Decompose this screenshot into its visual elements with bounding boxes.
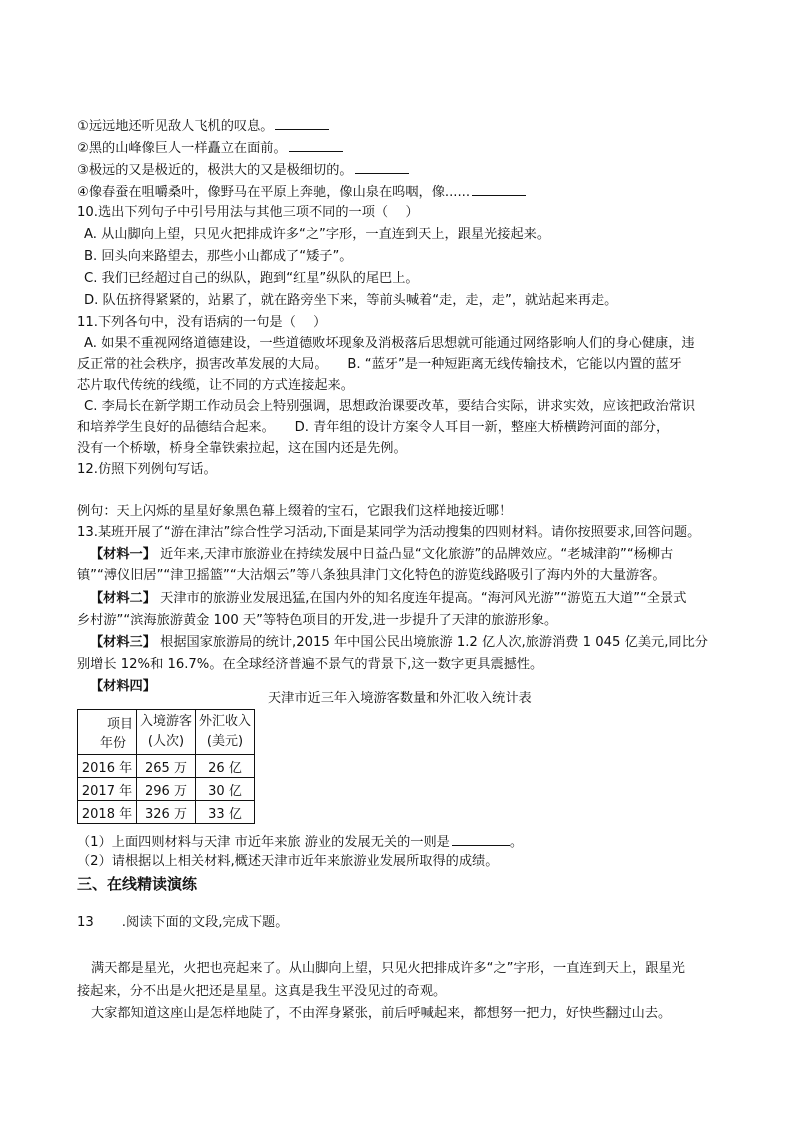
answer-blank[interactable] <box>472 182 526 196</box>
q11-line: C. 李局长在新学期工作动员会上特别强调，思想政治课要改革，要结合实际，讲求实效，应该把政治常识 <box>84 399 696 414</box>
answer-blank[interactable] <box>289 138 343 152</box>
year-cell: 2017 年 <box>78 778 137 801</box>
answer-blank[interactable] <box>355 160 409 174</box>
material-3: 【材料三】 根据国家旅游局的统计,2015 年中国公民出境旅游 1.2 亿人次,旅游消费 1 045 亿美元,同比分 <box>90 635 708 650</box>
q11-line: 和培养学生良好的品德结合起来。 D. 青年组的设计方案令人耳目一新，整座大桥横跨河面的部分， <box>77 420 670 435</box>
year-cell: 2018 年 <box>78 801 137 824</box>
section-question: 13 .阅读下面的文段,完成下题。 <box>77 915 289 930</box>
q11-stem: 11.下列各句中，没有语病的一句是（ ） <box>77 315 327 330</box>
col-header-tourists: 入境游客 (人次) <box>137 710 196 755</box>
material-4-label: 【材料四】 <box>90 679 156 694</box>
material-1-cont: 镇”“溥仪旧居”“津卫摇篮”“大沽烟云”等八条独具津门文化特色的游览线路吸引了海内外的大量游客。 <box>77 568 666 583</box>
corner-bottom-label: 年份 <box>100 736 127 751</box>
q11-line: 反正常的社会秩序，损害改革发展的大局。 B. “蓝牙”是一种短距离无线传输技术，它能以内置的蓝牙 <box>77 357 682 372</box>
q13-stem: 13.某班开展了“游在津沽”综合性学习活动,下面是某同学为活动搜集的四则材料。请你按照要求,回答问题。 <box>77 525 701 540</box>
q13-sub-2: （2）请根据以上相关材料,概述天津市近年来旅游业发展所取得的成绩。 <box>77 854 499 869</box>
q10-option-c[interactable]: C. 我们已经超过自己的纵队，跑到“红星”纵队的尾巴上。 <box>84 271 419 286</box>
item-2: ②黑的山峰像巨人一样矗立在面前。 <box>77 138 343 158</box>
q12-example: 例句：天上闪烁的星星好象黑色幕上缀着的宝石，它跟我们这样地接近哪！ <box>77 504 513 519</box>
q11-line: 芯片取代传统的线缆，让不同的方式连接起来。 <box>77 378 354 393</box>
material-3-cont: 别增长 12%和 16.7%。在全球经济普遍不景气的背景下,这一数字更具震撼性。 <box>77 657 544 672</box>
col-header-income: 外汇收入 (美元) <box>196 710 255 755</box>
q13-sub-1: （1）上面四则材料与天津 市近年来旅 游业的发展无关的一则是 。 <box>77 832 523 852</box>
income-cell: 33 亿 <box>196 801 255 824</box>
q12-stem: 12.仿照下列例句写话。 <box>77 462 217 477</box>
corner-top-label: 项目 <box>106 717 133 732</box>
material-1: 【材料一】 近年来,天津市旅游业在持续发展中日益凸显“文化旅游”的品牌效应。“老城津韵”“杨柳古 <box>90 547 674 562</box>
item-3: ③极远的又是极近的，极洪大的又是极细切的。 <box>77 160 409 180</box>
passage-paragraph: 满天都是星光，火把也亮起来了。从山脚向上望，只见火把排成许多“之”字形，一直连到天上，跟星光 <box>91 961 685 976</box>
q10-option-b[interactable]: B. 回头向来路望去，那些小山都成了“矮子”。 <box>84 249 353 264</box>
tourists-cell: 265 万 <box>137 755 196 778</box>
answer-blank[interactable] <box>275 116 329 130</box>
q10-stem: 10.选出下列句子中引号用法与其他三项不同的一项（ ） <box>77 205 419 220</box>
tourists-cell: 296 万 <box>137 778 196 801</box>
item-4: ④像春蚕在咀嚼桑叶，像野马在平原上奔驰，像山泉在呜咽，像...... <box>77 182 526 202</box>
q11-line: A. 如果不重视网络道德建设，一些道德败坏现象及消极落后思想就可能通过网络影响人们的身心健康，违 <box>84 336 695 351</box>
table-header-row <box>78 710 255 755</box>
table-row <box>78 801 255 824</box>
income-cell: 26 亿 <box>196 755 255 778</box>
material-2: 【材料二】 天津市的旅游业发展迅猛,在国内外的知名度连年提高。“海河风光游”“游览五大道”“全景式 <box>90 591 687 606</box>
stats-table <box>77 709 255 824</box>
table-title: 天津市近三年入境游客数量和外汇收入统计表 <box>268 691 532 706</box>
q10-option-d[interactable]: D. 队伍挤得紧紧的，站累了，就在路旁坐下来，等前头喊着“走，走，走”，就站起来再走。 <box>84 293 618 308</box>
material-2-cont: 乡村游”“滨海旅游黄金 100 天”等特色项目的开发,进一步提升了天津的旅游形象。 <box>77 613 558 628</box>
item-1: ①远远地还听见敌人飞机的叹息。 <box>77 116 329 136</box>
table-row <box>78 778 255 801</box>
table-row <box>78 755 255 778</box>
income-cell: 30 亿 <box>196 778 255 801</box>
q10-option-a[interactable]: A. 从山脚向上望，只见火把排成许多“之”字形，一直连到天上，跟星光接起来。 <box>84 227 551 242</box>
section-title: 三、在线精读演练 <box>77 875 198 893</box>
passage-paragraph-cont: 接起来，分不出是火把还是星星。这真是我生平没见过的奇观。 <box>77 984 447 999</box>
answer-blank[interactable] <box>452 832 510 846</box>
passage-paragraph: 大家都知道这座山是怎样地陡了，不由浑身紧张，前后呼喊起来，都想努一把力，好快些翻过山去。 <box>91 1006 672 1021</box>
q11-line: 没有一个桥墩，桥身全靠铁索拉起，这在国内还是先例。 <box>77 441 407 456</box>
year-cell: 2016 年 <box>78 755 137 778</box>
tourists-cell: 326 万 <box>137 801 196 824</box>
table-corner-cell <box>78 710 137 755</box>
